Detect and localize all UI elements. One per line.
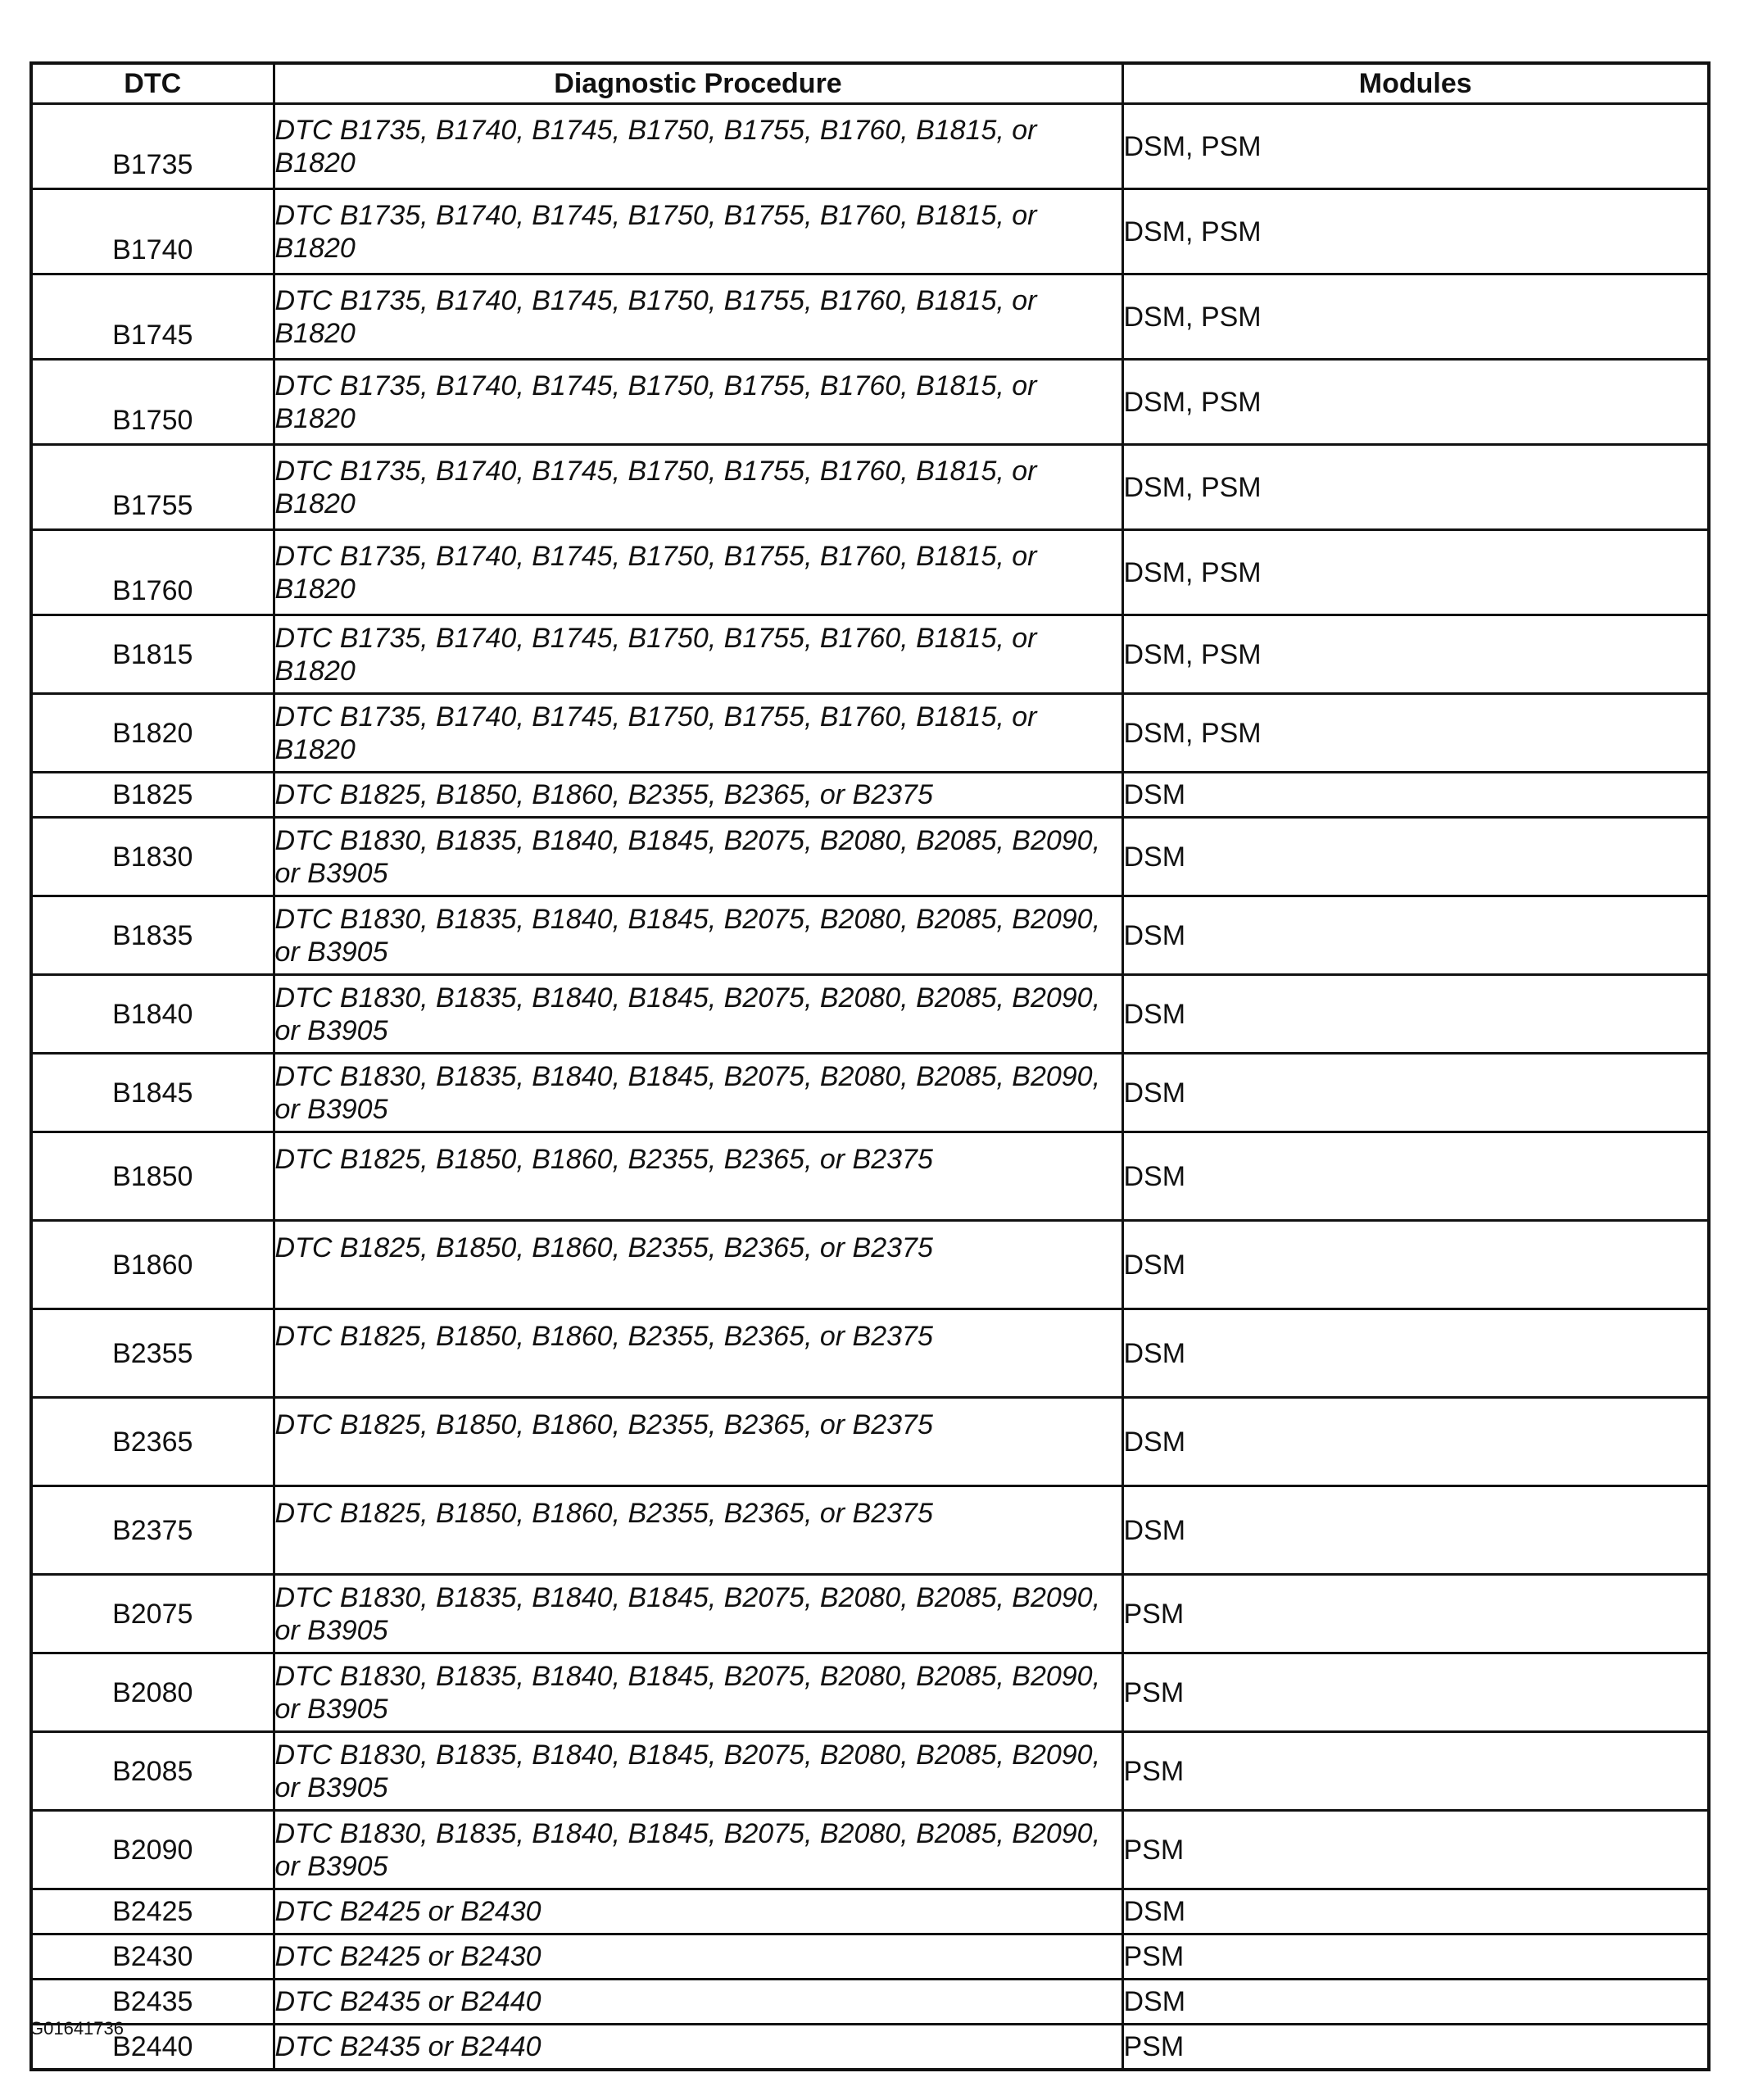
diagnostic-procedure: DTC B1830, B1835, B1840, B1845, B2075, B2080, B2085, B2090, or B3905: [274, 1732, 1122, 1811]
dtc-code: B1835: [31, 896, 274, 975]
table-row: [31, 1575, 1709, 1653]
table-row: [31, 1486, 1709, 1575]
table-body: [31, 104, 1709, 2071]
table-row: [31, 1732, 1709, 1811]
modules: DSM, PSM: [1122, 104, 1709, 189]
dtc-code: B2355: [31, 1309, 274, 1398]
diagnostic-procedure: DTC B1825, B1850, B1860, B2355, B2365, or B2375: [274, 1132, 1122, 1221]
dtc-code: B1825: [31, 773, 274, 818]
table-row: [31, 1309, 1709, 1398]
modules: DSM: [1122, 1309, 1709, 1398]
dtc-table: [29, 61, 1711, 2071]
modules: DSM, PSM: [1122, 445, 1709, 530]
modules: PSM: [1122, 1575, 1709, 1653]
dtc-code: B1860: [31, 1221, 274, 1309]
modules: DSM, PSM: [1122, 274, 1709, 360]
diagnostic-procedure: DTC B1830, B1835, B1840, B1845, B2075, B2080, B2085, B2090, or B3905: [274, 1054, 1122, 1132]
dtc-code: B2080: [31, 1653, 274, 1732]
diagnostic-procedure: DTC B1825, B1850, B1860, B2355, B2365, or B2375: [274, 1486, 1122, 1575]
header-row: [31, 63, 1709, 104]
modules: DSM: [1122, 818, 1709, 896]
dtc-code: B2085: [31, 1732, 274, 1811]
modules: DSM, PSM: [1122, 615, 1709, 694]
modules: DSM: [1122, 975, 1709, 1054]
diagnostic-procedure: DTC B1735, B1740, B1745, B1750, B1755, B1760, B1815, or B1820: [274, 104, 1122, 189]
figure-id: G01641736: [29, 2018, 124, 2039]
diagnostic-procedure: DTC B1735, B1740, B1745, B1750, B1755, B1760, B1815, or B1820: [274, 445, 1122, 530]
modules: DSM: [1122, 1221, 1709, 1309]
dtc-code: B1750: [31, 360, 274, 445]
table-row: [31, 975, 1709, 1054]
header-dtc: DTC: [31, 63, 274, 104]
modules: DSM: [1122, 1132, 1709, 1221]
modules: DSM, PSM: [1122, 694, 1709, 773]
modules: DSM, PSM: [1122, 360, 1709, 445]
modules: PSM: [1122, 2025, 1709, 2071]
diagnostic-procedure: DTC B2425 or B2430: [274, 1889, 1122, 1934]
diagnostic-procedure: DTC B1735, B1740, B1745, B1750, B1755, B1760, B1815, or B1820: [274, 615, 1122, 694]
dtc-code: B2375: [31, 1486, 274, 1575]
table-row: [31, 530, 1709, 615]
dtc-code: B1755: [31, 445, 274, 530]
dtc-code: B1840: [31, 975, 274, 1054]
header-modules: Modules: [1122, 63, 1709, 104]
diagnostic-procedure: DTC B1830, B1835, B1840, B1845, B2075, B2080, B2085, B2090, or B3905: [274, 818, 1122, 896]
table-row: [31, 1934, 1709, 1980]
table-row: [31, 694, 1709, 773]
modules: DSM, PSM: [1122, 530, 1709, 615]
header-diagnostic-procedure: Diagnostic Procedure: [274, 63, 1122, 104]
modules: DSM: [1122, 1054, 1709, 1132]
table-row: [31, 1889, 1709, 1934]
table-row: [31, 1653, 1709, 1732]
table-row: [31, 1054, 1709, 1132]
table-row: [31, 773, 1709, 818]
modules: PSM: [1122, 1811, 1709, 1889]
diagnostic-procedure: DTC B2435 or B2440: [274, 1980, 1122, 2025]
diagnostic-procedure: DTC B1830, B1835, B1840, B1845, B2075, B2080, B2085, B2090, or B3905: [274, 975, 1122, 1054]
dtc-code: B1740: [31, 189, 274, 274]
diagnostic-procedure: DTC B1825, B1850, B1860, B2355, B2365, or B2375: [274, 1309, 1122, 1398]
diagnostic-procedure: DTC B2425 or B2430: [274, 1934, 1122, 1980]
table-row: [31, 274, 1709, 360]
table-row: [31, 445, 1709, 530]
dtc-code: B1820: [31, 694, 274, 773]
dtc-code: B2090: [31, 1811, 274, 1889]
diagnostic-procedure: DTC B1735, B1740, B1745, B1750, B1755, B1760, B1815, or B1820: [274, 694, 1122, 773]
modules: DSM: [1122, 896, 1709, 975]
dtc-code: B1760: [31, 530, 274, 615]
table-row: [31, 104, 1709, 189]
table-row: [31, 189, 1709, 274]
modules: DSM: [1122, 1980, 1709, 2025]
table-row: [31, 2025, 1709, 2071]
table-row: [31, 818, 1709, 896]
page: [29, 61, 1707, 2071]
diagnostic-procedure: DTC B1830, B1835, B1840, B1845, B2075, B2080, B2085, B2090, or B3905: [274, 1575, 1122, 1653]
diagnostic-procedure: DTC B1825, B1850, B1860, B2355, B2365, or B2375: [274, 1221, 1122, 1309]
modules: PSM: [1122, 1934, 1709, 1980]
diagnostic-procedure: DTC B1830, B1835, B1840, B1845, B2075, B2080, B2085, B2090, or B3905: [274, 1811, 1122, 1889]
diagnostic-procedure: DTC B1825, B1850, B1860, B2355, B2365, or B2375: [274, 773, 1122, 818]
diagnostic-procedure: DTC B1825, B1850, B1860, B2355, B2365, or B2375: [274, 1398, 1122, 1486]
table-row: [31, 1980, 1709, 2025]
diagnostic-procedure: DTC B1735, B1740, B1745, B1750, B1755, B1760, B1815, or B1820: [274, 360, 1122, 445]
table-row: [31, 1221, 1709, 1309]
table-header: [31, 63, 1709, 104]
diagnostic-procedure: DTC B1830, B1835, B1840, B1845, B2075, B2080, B2085, B2090, or B3905: [274, 1653, 1122, 1732]
dtc-code: B1735: [31, 104, 274, 189]
diagnostic-procedure: DTC B1735, B1740, B1745, B1750, B1755, B1760, B1815, or B1820: [274, 189, 1122, 274]
diagnostic-procedure: DTC B1735, B1740, B1745, B1750, B1755, B1760, B1815, or B1820: [274, 274, 1122, 360]
dtc-code: B2440: [31, 2025, 274, 2071]
diagnostic-procedure: DTC B2435 or B2440: [274, 2025, 1122, 2071]
dtc-code: B1830: [31, 818, 274, 896]
table-row: [31, 1398, 1709, 1486]
diagnostic-procedure: DTC B1830, B1835, B1840, B1845, B2075, B2080, B2085, B2090, or B3905: [274, 896, 1122, 975]
table-row: [31, 1811, 1709, 1889]
dtc-code: B1815: [31, 615, 274, 694]
dtc-code: B1845: [31, 1054, 274, 1132]
table-row: [31, 896, 1709, 975]
modules: PSM: [1122, 1732, 1709, 1811]
dtc-code: B1850: [31, 1132, 274, 1221]
modules: DSM: [1122, 1889, 1709, 1934]
table-row: [31, 1132, 1709, 1221]
dtc-code: B2435: [31, 1980, 274, 2025]
dtc-code: B1745: [31, 274, 274, 360]
modules: DSM: [1122, 1486, 1709, 1575]
modules: DSM: [1122, 1398, 1709, 1486]
modules: DSM: [1122, 773, 1709, 818]
dtc-code: B2430: [31, 1934, 274, 1980]
dtc-code: B2425: [31, 1889, 274, 1934]
diagnostic-procedure: DTC B1735, B1740, B1745, B1750, B1755, B1760, B1815, or B1820: [274, 530, 1122, 615]
table-row: [31, 360, 1709, 445]
table-row: [31, 615, 1709, 694]
dtc-code: B2075: [31, 1575, 274, 1653]
dtc-code: B2365: [31, 1398, 274, 1486]
modules: PSM: [1122, 1653, 1709, 1732]
modules: DSM, PSM: [1122, 189, 1709, 274]
